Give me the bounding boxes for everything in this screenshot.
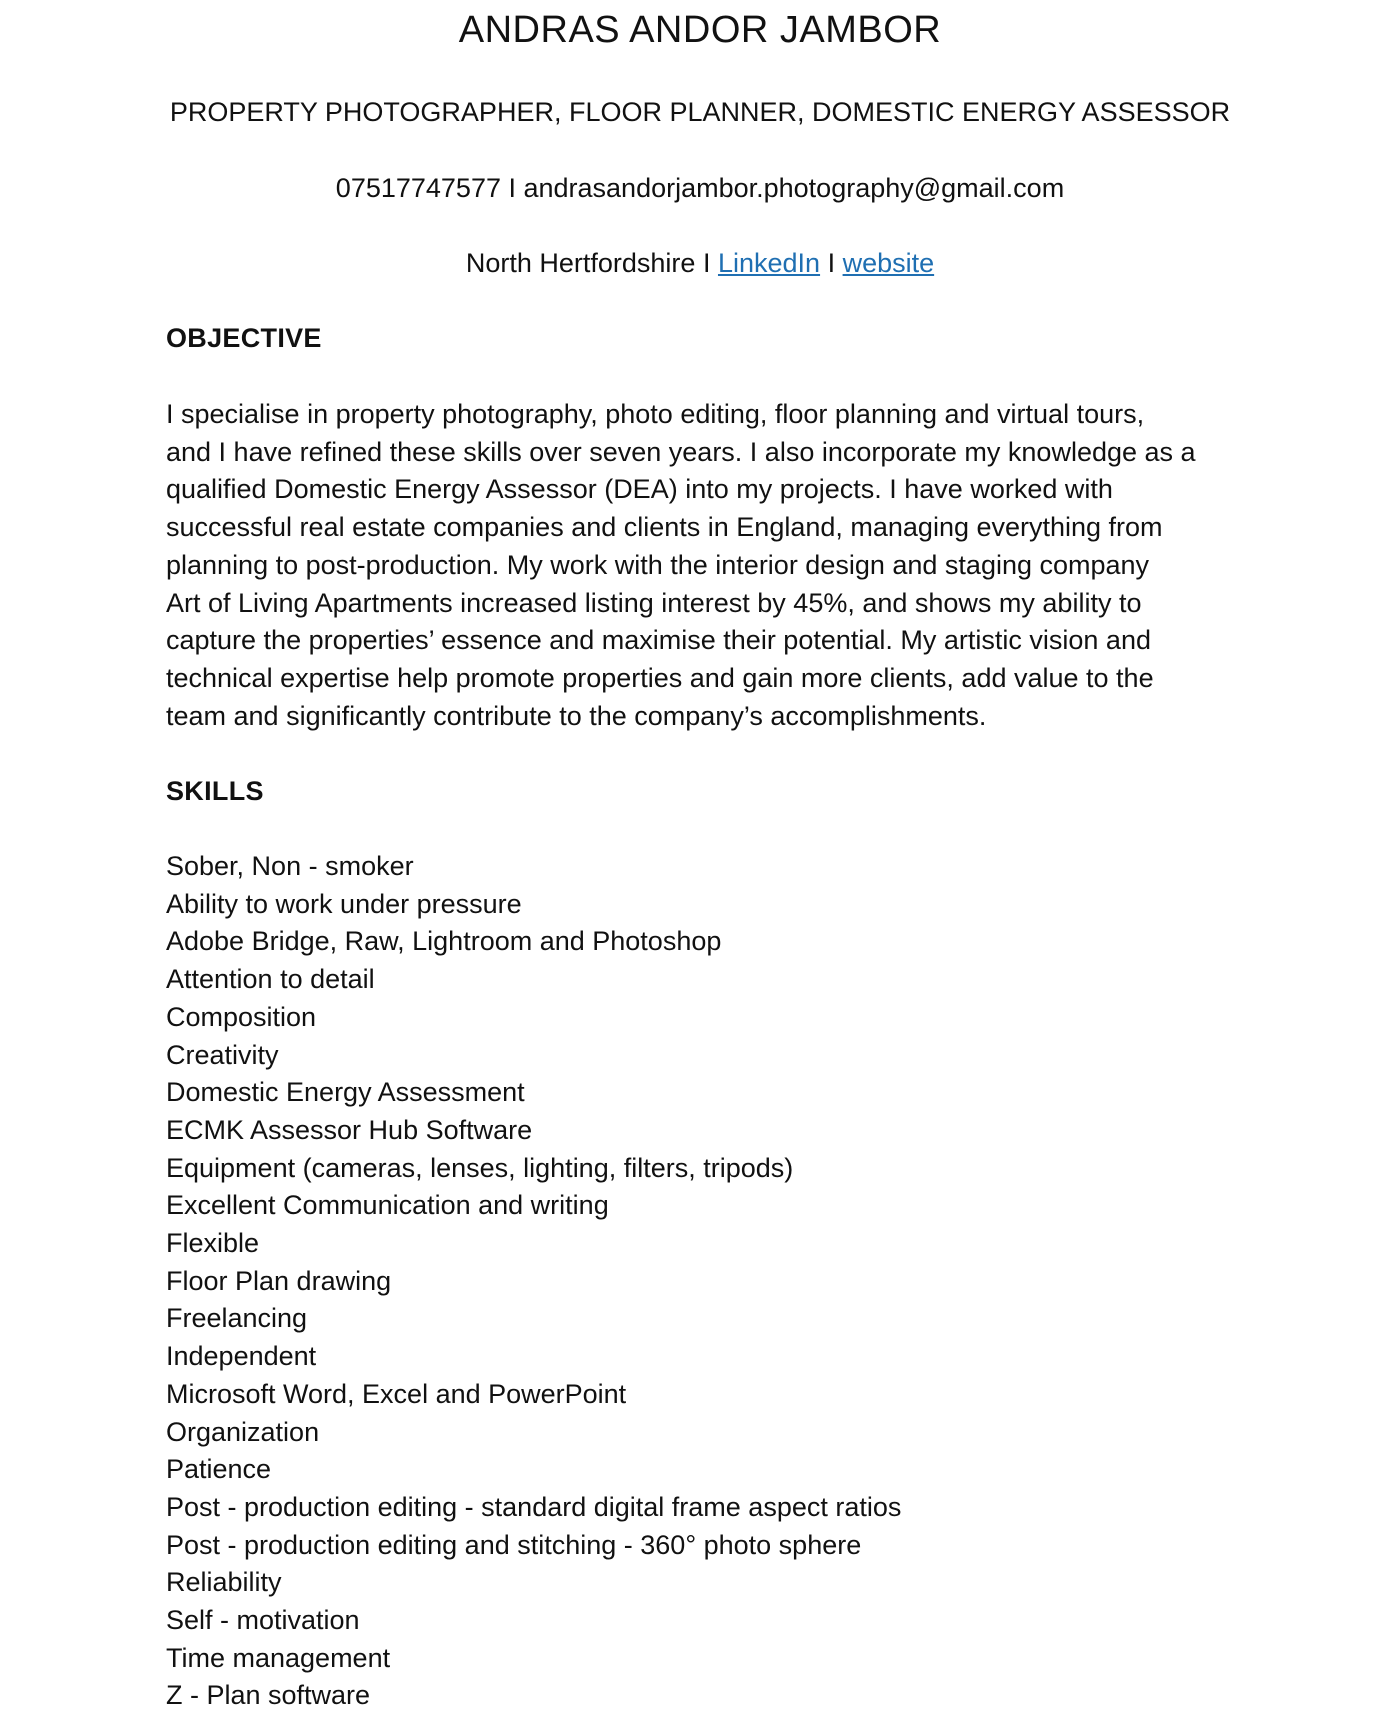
skill-item: Time management bbox=[166, 1642, 391, 1673]
linkedin-link[interactable]: LinkedIn bbox=[717, 248, 821, 278]
skill-item: Creativity bbox=[166, 1039, 279, 1070]
resume-name: ANDRAS ANDOR JAMBOR bbox=[458, 9, 942, 51]
objective-line: planning to post-production. My work with the interior design and staging company bbox=[166, 549, 1150, 580]
resume-subtitle: PROPERTY PHOTOGRAPHER, FLOOR PLANNER, DOMESTIC ENERGY ASSESSOR bbox=[169, 97, 1231, 127]
skill-item: Composition bbox=[166, 1001, 317, 1032]
skills-heading: SKILLS bbox=[166, 776, 264, 806]
skill-item: Independent bbox=[166, 1341, 317, 1372]
objective-line: I specialise in property photography, photo editing, floor planning and virtual tours, bbox=[166, 399, 1145, 429]
skill-item: Organization bbox=[166, 1416, 320, 1447]
skill-item: Adobe Bridge, Raw, Lightroom and Photoshop bbox=[166, 926, 722, 957]
objective-line: capture the properties’ essence and maximise their potential. My artistic vision and bbox=[166, 625, 1151, 656]
location-text: North Hertfordshire bbox=[465, 248, 696, 278]
objective-line: technical expertise help promote properties and gain more clients, add value to the bbox=[166, 662, 1154, 693]
skill-item: ECMK Assessor Hub Software bbox=[166, 1114, 533, 1145]
objective-line: Art of Living Apartments increased listing interest by 45%, and shows my ability to bbox=[166, 587, 1142, 618]
objective-line: successful real estate companies and clients in England, managing everything from bbox=[166, 512, 1163, 543]
skill-item: Flexible bbox=[166, 1228, 260, 1259]
skill-item: Z - Plan software bbox=[166, 1680, 371, 1711]
separator: I bbox=[820, 248, 843, 278]
skill-item: Patience bbox=[166, 1454, 272, 1485]
location-line bbox=[0, 245, 1400, 281]
skill-item: Excellent Communication and writing bbox=[166, 1190, 609, 1221]
skill-item: Reliability bbox=[166, 1567, 282, 1598]
skill-item: Microsoft Word, Excel and PowerPoint bbox=[166, 1378, 627, 1409]
skill-item: Floor Plan drawing bbox=[166, 1265, 392, 1296]
objective-line: team and significantly contribute to the company’s accomplishments. bbox=[166, 700, 987, 731]
skill-item: Self - motivation bbox=[166, 1605, 360, 1636]
skill-item: Post - production editing - standard digital frame aspect ratios bbox=[166, 1491, 902, 1522]
skills-list bbox=[166, 848, 1246, 1715]
objective-line: qualified Domestic Energy Assessor (DEA) into my projects. I have worked with bbox=[166, 474, 1113, 505]
skill-item: Freelancing bbox=[166, 1303, 308, 1334]
skill-item: Sober, Non - smoker bbox=[166, 851, 414, 881]
skill-item: Equipment (cameras, lenses, lighting, filters, tripods) bbox=[166, 1152, 794, 1183]
skill-item: Post - production editing and stitching - 360° photo sphere bbox=[166, 1529, 862, 1560]
skill-item: Domestic Energy Assessment bbox=[166, 1077, 525, 1108]
objective-paragraph bbox=[166, 396, 1246, 735]
skill-item: Ability to work under pressure bbox=[166, 888, 522, 919]
objective-heading: OBJECTIVE bbox=[166, 323, 322, 353]
separator: I bbox=[695, 248, 718, 278]
objective-line: and I have refined these skills over seven years. I also incorporate my knowledge as a bbox=[166, 436, 1196, 467]
skill-item: Attention to detail bbox=[166, 964, 375, 995]
website-link[interactable]: website bbox=[842, 248, 935, 278]
contact-line: 07517747577 I andrasandorjambor.photography@gmail.com bbox=[335, 173, 1065, 203]
